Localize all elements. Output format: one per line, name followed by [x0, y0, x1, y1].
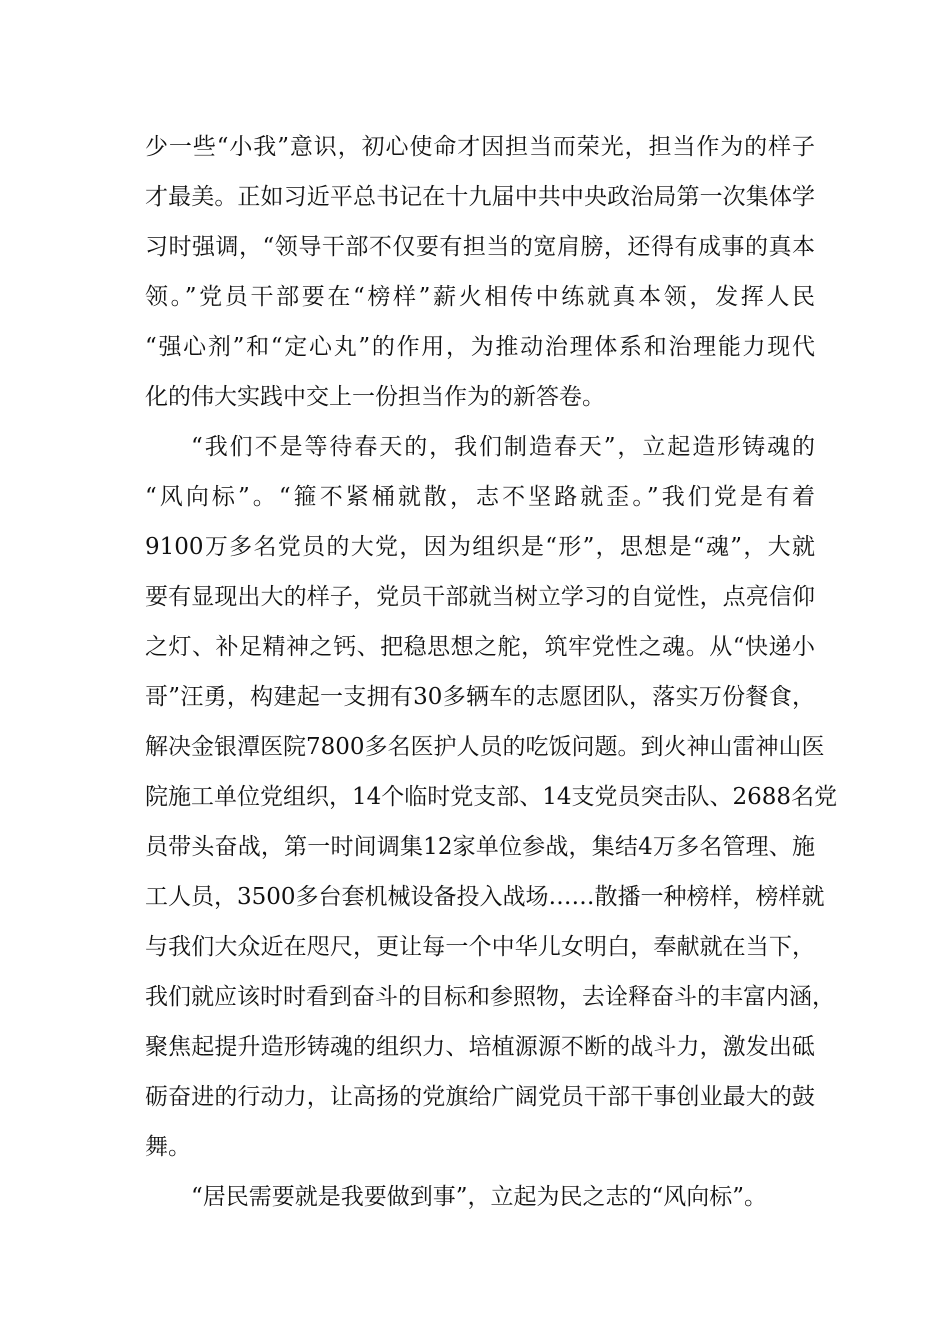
line-text: 我们就应该时时看到奋斗的目标和参照物，去诠释奋斗的丰富内涵，: [145, 984, 835, 1010]
text-line-indented: [145, 1179, 815, 1229]
line-text: 院施工单位党组织，14个临时党支部、14支党员突击队、2688名党: [145, 784, 838, 810]
line-text: “强心剂”和“定心丸”的作用，为推动治理体系和治理能力现代: [145, 334, 815, 360]
document-body: [145, 129, 838, 1229]
line-text: 才最美。正如习近平总书记在十九届中共中央政治局第一次集体学: [145, 184, 815, 210]
text-line: [145, 679, 815, 729]
text-line: [145, 1129, 815, 1179]
text-line: [145, 779, 838, 829]
line-text: 哥”汪勇，构建起一支拥有30多辆车的志愿团队，落实万份餐食，: [145, 684, 815, 710]
line-text: 习时强调，“领导干部不仅要有担当的宽肩膀，还得有成事的真本: [145, 234, 815, 260]
line-text: 工人员，3500多台套机械设备投入战场……散播一种榜样，榜样就: [145, 884, 825, 910]
text-line: [145, 829, 815, 879]
text-line: [145, 479, 815, 529]
text-line: [145, 179, 815, 229]
text-line: [145, 1079, 815, 1129]
line-text: 领。”党员干部要在“榜样”薪火相传中练就真本领，发挥人民: [145, 284, 815, 310]
line-text: 员带头奋战，第一时间调集12家单位参战，集结4万多名管理、施: [145, 834, 815, 860]
line-text: 砺奋进的行动力，让高扬的党旗给广阔党员干部干事创业最大的鼓: [145, 1084, 815, 1110]
line-text: 9100万多名党员的大党，因为组织是“形”，思想是“魂”，大就: [145, 534, 815, 560]
line-text: 舞。: [145, 1134, 191, 1160]
line-text: 解决金银潭医院7800多名医护人员的吃饭问题。到火神山雷神山医: [145, 734, 825, 760]
line-text: 化的伟大实践中交上一份担当作为的新答卷。: [145, 384, 605, 410]
line-text: “风向标”。“箍不紧桶就散，志不坚路就歪。”我们党是有着: [145, 484, 815, 510]
text-line-indented: [145, 429, 815, 479]
text-line: [145, 529, 815, 579]
text-line: [145, 929, 815, 979]
line-text: 与我们大众近在咫尺，更让每一个中华儿女明白，奉献就在当下，: [145, 934, 815, 960]
text-line: [145, 979, 835, 1029]
text-line: [145, 229, 815, 279]
line-text: 之灯、补足精神之钙、把稳思想之舵，筑牢党性之魂。从“快递小: [145, 634, 815, 660]
line-text: “居民需要就是我要做到事”，立起为民之志的“风向标”。: [191, 1184, 768, 1210]
line-text: 少一些“小我”意识，初心使命才因担当而荣光，担当作为的样子: [145, 134, 815, 160]
text-line: [145, 329, 815, 379]
line-text: “我们不是等待春天的，我们制造春天”，立起造形铸魂的: [191, 434, 815, 460]
text-line: [145, 879, 825, 929]
text-line: [145, 629, 815, 679]
text-line: [145, 579, 815, 629]
line-text: 聚焦起提升造形铸魂的组织力、培植源源不断的战斗力，激发出砥: [145, 1034, 815, 1060]
text-line: [145, 279, 815, 329]
line-text: 要有显现出大的样子，党员干部就当树立学习的自觉性，点亮信仰: [145, 584, 815, 610]
text-line: [145, 1029, 815, 1079]
text-line: [145, 129, 815, 179]
text-line: [145, 729, 825, 779]
text-line: [145, 379, 815, 429]
